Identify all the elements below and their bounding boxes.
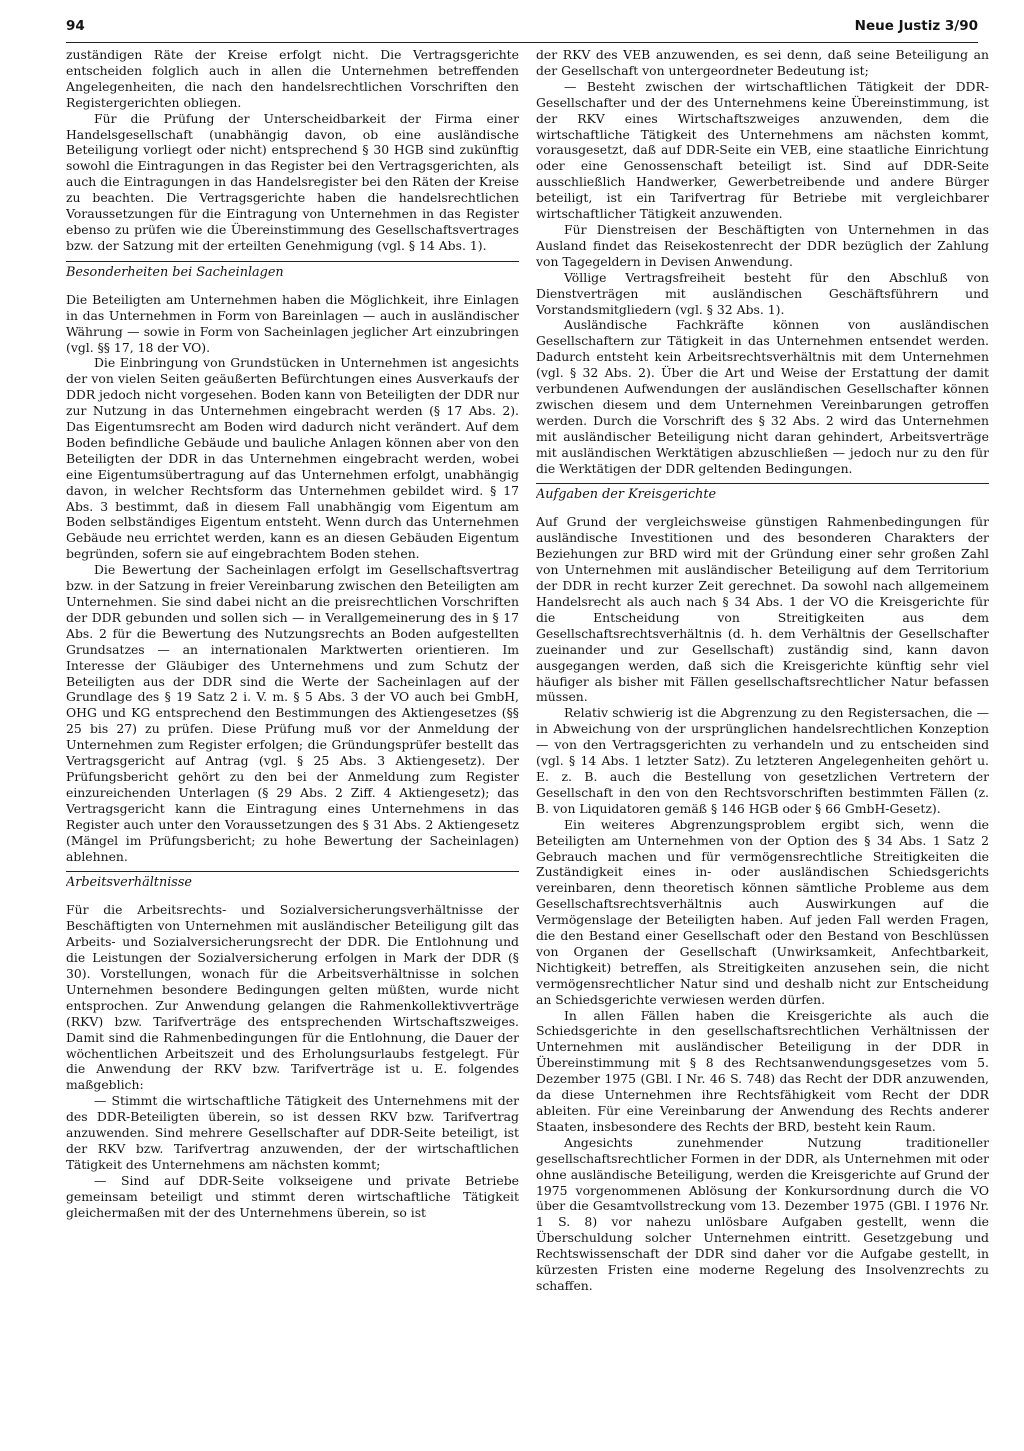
paragraph: der RKV des VEB anzuwenden, es sei denn, daß seine Beteiligung an der Gesellschaft von untergeordneter Bedeutung ist; xyxy=(536,47,989,78)
left-column xyxy=(66,47,519,1437)
running-head xyxy=(66,18,978,40)
section-heading-sacheinlagen: Besonderheiten bei Sacheinlagen xyxy=(66,261,519,281)
paragraph: Für die Prüfung der Unterscheidbarkeit der Firma einer Handelsgesellschaft (unabhängig davon, ob eine ausländische Beteiligung vorliegt oder nicht) entsprechend § 30 HGB sind zukünftig sowohl die Eintragungen in das Register bei den Vertragsgerichten, als auch die Eintragungen in das Handelsregister bei den Räten der Kreise zu beachten. Die Vertragsgerichte haben die handelsrechtlichen Voraussetzungen für die Eintragung von Unternehmen in das Register ebenso zu prüfen wie die Übereinstimmung des Gesellschaftsvertrages bzw. der Satzung mit der erteilten Genehmigung (vgl. § 14 Abs. 1). xyxy=(66,110,519,253)
paragraph: Auf Grund der vergleichsweise günstigen Rahmenbedingungen für ausländische Investitionen und des besonderen Charakters der Beziehungen zur BRD wird mit der Gründung einer sehr großen Zahl von Unternehmen mit ausländischer Beteiligung auf dem Territorium der DDR in recht kurzer Zeit gerechnet. Da sowohl nach allgemeinem Handelsrecht als auch nach § 34 Abs. 1 der VO die Kreisgerichte für die Entscheidung von Streitigkeiten aus dem Gesellschaftsrechtsverhältnis (d. h. dem Verhältnis der Gesellschafter zueinander und zur Gesellschaft) zuständig sind, kann davon ausgegangen werden, daß sich die Kreisgerichte künftig sehr viel häufiger als bisher mit Fällen gesellschaftsrechtlicher Natur befassen müssen. xyxy=(536,514,989,705)
section-heading-kreisgerichte: Aufgaben der Kreisgerichte xyxy=(536,483,989,503)
paragraph: Ausländische Fachkräfte können von ausländischen Gesellschaftern zur Tätigkeit in das Unternehmen entsendet werden. Dadurch entsteht kein Arbeitsrechtsverhältnis mit dem Unternehmen (vgl. § 32 Abs. 2). Über die Art und Weise der Erstattung der damit verbundenen Aufwendungen der ausländischen Gesellschafter können zwischen diesem und dem Unternehmen Vereinbarungen getroffen werden. Durch die Vorschrift des § 32 Abs. 2 wird das Unternehmen mit ausländischer Beteiligung nicht daran gehindert, Arbeitsverträge mit ausländischen Werktätigen abzuschließen — jedoch nur zu den für die Werktätigen der DDR geltenden Bedingungen. xyxy=(536,317,989,476)
paragraph: Für die Arbeitsrechts- und Sozialversicherungsverhältnisse der Beschäftigten von Unternehmen mit ausländischer Beteiligung gilt das Arbeits- und Sozialversicherungsrecht der DDR. Die Entlohnung und die Leistungen der Sozialversicherung erfolgen in Mark der DDR (§ 30). Vorstellungen, wonach für die Arbeitsverhältnisse in solchen Unternehmen besondere Bedingungen gelten müßten, wurde nicht entsprochen. Zur Anwendung gelangen die Rahmenkollektivverträge (RKV) bzw. Tarifverträge des entsprechenden Wirtschaftszweiges. Damit sind die Rahmenbedingungen für die Entlohnung, die Dauer der wöchentlichen Arbeitszeit und des Erholungsurlaubs festgelegt. Für die Anwendung der RKV bzw. Tarifverträge ist u. E. folgendes maßgeblich: xyxy=(66,902,519,1093)
list-item: — Sind auf DDR-Seite volkseigene und private Betriebe gemeinsam beteiligt und stimmt deren wirtschaftliche Tätigkeit gleichermaßen mit der des Unternehmens überein, so ist xyxy=(66,1172,519,1220)
paragraph: Angesichts zunehmender Nutzung traditioneller gesellschaftsrechtlicher Formen in der DDR, als Unternehmen mit oder ohne ausländische Beteiligung, werden die Kreisgerichte auf Grund der 1975 vorgenommenen Ablösung der Konkursordnung durch die VO über die Gesamtvollstreckung vom 13. Dezember 1975 (GBl. I 1976 Nr. 1 S. 8) vor nahezu unlösbare Aufgaben gestellt, wenn die Überschuldung solcher Unternehmen eintritt. Gesetzgebung und Rechtswissenschaft der DDR sind daher vor die Aufgabe gestellt, in kürzesten Fristen eine moderne Regelung des Insolvenzrechts zu schaffen. xyxy=(536,1134,989,1293)
list-item: — Besteht zwischen der wirtschaftlichen Tätigkeit der DDR-Gesellschafter und der des Unternehmens keine Übereinstimmung, ist der RKV eines Wirtschaftszweiges anzuwenden, dem die wirtschaftliche Tätigkeit des Unternehmens am nächsten kommt, vorausgesetzt, daß auf DDR-Seite ein VEB, eine staatliche Einrichtung oder eine Genossenschaft beteiligt ist. Sind auf DDR-Seite ausschließlich Handwerker, Gewerbetreibende und andere Bürger beteiligt, ist ein Tarifvertrag für Betriebe mit vergleichbarer wirtschaftlicher Tätigkeit anzuwenden. xyxy=(536,78,989,222)
paragraph: In allen Fällen haben die Kreisgerichte als auch die Schiedsgerichte in den gesellschaftsrechtlichen Verhältnissen der Unternehmen mit ausländischer Beteiligung in der DDR in Übereinstimmung mit § 8 des Rechtsanwendungsgesetzes vom 5. Dezember 1975 (GBl. I Nr. 46 S. 748) das Recht der DDR anzuwenden, da diese Unternehmen ihre Rechtsfähigkeit vom Recht der DDR ableiten. Für eine Vereinbarung der Anwendung des Rechts anderer Staaten, insbesondere des Rechts der BRD, besteht kein Raum. xyxy=(536,1007,989,1134)
right-column xyxy=(536,47,989,1397)
paragraph: Für Dienstreisen der Beschäftigten von Unternehmen in das Ausland findet das Reisekostenrecht der DDR bezüglich der Zahlung von Tagegeldern in Devisen Anwendung. xyxy=(536,221,989,269)
paragraph: zuständigen Räte der Kreise erfolgt nicht. Die Vertragsgerichte entscheiden folglich auch in allen die Unternehmen betreffenden Angelegenheiten, die nach den handelsrechtlichen Vorschriften den Registergerichten obliegen. xyxy=(66,47,519,110)
paragraph: Völlige Vertragsfreiheit besteht für den Abschluß von Dienstverträgen mit ausländischen Geschäftsführern und Vorstandsmitgliedern (vgl. § 32 Abs. 1). xyxy=(536,269,989,317)
paragraph: Die Beteiligten am Unternehmen haben die Möglichkeit, ihre Einlagen in das Unternehmen in Form von Bareinlagen — auch in ausländischer Währung — sowie in Form von Sacheinlagen jeglicher Art einzubringen (vgl. §§ 17, 18 der VO). xyxy=(66,291,519,355)
paragraph: Die Bewertung der Sacheinlagen erfolgt im Gesellschaftsvertrag bzw. in der Satzung in freier Vereinbarung zwischen den Beteiligten am Unternehmen. Sie sind dabei nicht an die preisrechtlichen Vorschriften der DDR gebunden und sollen sich — in Verallgemeinerung des in § 17 Abs. 2 für die Bewertung des Nutzungsrechts an Boden aufgestellten Grundsatzes — an internationalen Marktwerten orientieren. Im Interesse der Gläubiger des Unternehmens und zum Schutz der Beteiligten aus der DDR sind die Werte der Sacheinlagen auf der Grundlage des § 19 Satz 2 i. V. m. § 5 Abs. 3 der VO auch bei GmbH, OHG und KG entsprechend den Bestimmungen des Aktiengesetzes (§§ 25 bis 27) zu prüfen. Diese Prüfung muß vor der Anmeldung der Unternehmen zum Register erfolgen; die Gründungsprüfer bestellt das Vertragsgericht auf Antrag (vgl. § 25 Abs. 3 Aktiengesetz). Der Prüfungsbericht gehört zu den bei der Anmeldung zum Register einzureichenden Unterlagen (§ 29 Abs. 2 Ziff. 4 Aktiengesetz); das Vertragsgericht kann die Eintragung eines Unternehmens in das Register auch unter den Voraussetzungen des § 31 Abs. 2 Aktiengesetz (Mängel im Prüfungsbericht; zu hohe Bewertung der Sacheinlagen) ablehnen. xyxy=(66,562,519,864)
list-item: — Stimmt die wirtschaftliche Tätigkeit des Unternehmens mit der des DDR-Beteiligten überein, so ist dessen RKV bzw. Tarifvertrag anzuwenden. Sind mehrere Gesellschafter auf DDR-Seite beteiligt, ist der RKV bzw. Tarifvertrag anzuwenden, der der wirtschaftlichen Tätigkeit des Unternehmens am nächsten kommt; xyxy=(66,1093,519,1172)
header-rule xyxy=(66,42,978,43)
paragraph: Relativ schwierig ist die Abgrenzung zu den Registersachen, die — in Abweichung von der ursprünglichen handelsrechtlichen Konzeption — von den Vertragsgerichten zu verhandeln und zu entscheiden sind (vgl. § 14 Abs. 1 letzter Satz). Zu letzteren Angelegenheiten gehört u. E. z. B. auch die Bestellung von gesetzlichen Vertretern der Gesellschaft in den von den Rechtsvorschriften bestimmten Fällen (z. B. von Liquidatoren gemäß § 146 HGB oder § 66 GmbH-Gesetz). xyxy=(536,705,989,816)
paragraph: Die Einbringung von Grundstücken in Unternehmen ist angesichts der von vielen Seiten geäußerten Befürchtungen eines Ausverkaufs der DDR jedoch nicht vorgesehen. Boden kann von Beteiligten der DDR nur zur Nutzung in das Unternehmen eingebracht werden (§ 17 Abs. 2). Das Eigentumsrecht am Boden wird dadurch nicht verändert. Auf dem Boden befindliche Gebäude und bauliche Anlagen können aber von den Beteiligten der DDR in das Unternehmen eingebracht werden, wobei eine Eigentumsübertragung auf das Unternehmen erfolgt, unabhängig davon, in welcher Rechtsform das Unternehmen gebildet wird. § 17 Abs. 3 bestimmt, daß in diesem Fall unabhängig vom Eigentum am Boden selbständiges Eigentum entsteht. Wenn durch das Unternehmen Gebäude neu errichtet werden, kann es an diesen Gebäuden Eigentum begründen, sofern sie auf eingebrachtem Boden stehen. xyxy=(66,355,519,562)
page-number: 94 xyxy=(66,18,85,34)
journal-title: Neue Justiz 3/90 xyxy=(854,18,978,34)
paragraph: Ein weiteres Abgrenzungsproblem ergibt sich, wenn die Beteiligten am Unternehmen von der Option des § 34 Abs. 1 Satz 2 Gebrauch machen und für vermögensrechtliche Streitigkeiten die Zuständigkeit eines in- oder ausländischen Schiedsgerichts vereinbaren, denn theoretisch können sämtliche Probleme aus dem Gesellschaftsrechtsverhältnis auch Auswirkungen auf die Vermögenslage der Beteiligten haben. Auf jeden Fall werden Fragen, die den Bestand einer Gesellschaft oder den Bestand von Beschlüssen von Organen der Gesellschaft (Unwirksamkeit, Anfechtbarkeit, Nichtigkeit) betreffen, als Streitigkeiten anzusehen sein, die nicht vermögensrechtlicher Natur sind und deshalb nicht zur Entscheidung an Schiedsgerichte verwiesen werden dürfen. xyxy=(536,816,989,1007)
section-heading-arbeitsverhaeltnisse: Arbeitsverhältnisse xyxy=(66,871,519,891)
